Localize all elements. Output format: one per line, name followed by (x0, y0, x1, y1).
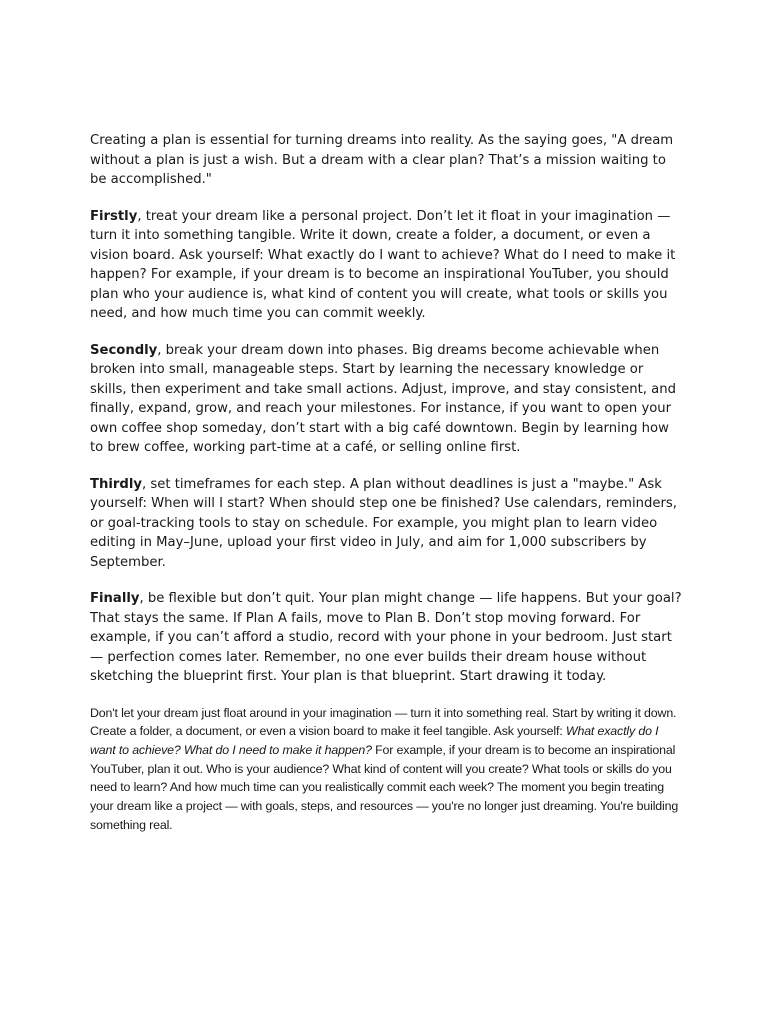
document-body (90, 131, 682, 834)
paragraph-thirdly (90, 475, 682, 573)
paragraph-secondly (90, 341, 682, 458)
paragraph-lead: Firstly (90, 208, 138, 224)
paragraph-text: , be flexible but don’t quit. Your plan might change — life happens. But your goal? That stays the same. If Plan A fails, move to Plan B. Don’t stop moving forward. For example, if you can’t afford a studio, record with your phone in your bedroom. Just start — perfection comes later. Remember, no one ever builds their dream house without sketching the blueprint first. Your plan is that blueprint. Start drawing it today. (90, 591, 682, 684)
paragraph-text: , treat your dream like a personal project. Don’t let it float in your imagination — turn it into something tangible. Write it down, create a folder, a document, or even a vision board. Ask yourself: What exactly do I want to achieve? What do I need to make it happen? For example, if your dream is to become an inspirational YouTuber, you should plan who your audience is, what kind of content you will create, what tools or skills you need, and how much time you can commit weekly. (90, 208, 676, 321)
paragraph-text: , set timeframes for each step. A plan without deadlines is just a "maybe." Ask yourself: When will I start? When should step one be finished? Use calendars, reminders, or goal-tracking tools to stay on schedule. For example, you might plan to learn video editing in May–June, upload your first video in July, and aim for 1,000 subscribers by September. (90, 476, 677, 570)
closing-text-after: For example, if your dream is to become an inspirational YouTuber, plan it out. Who is your audience? What kind of content will you create? What tools or skills do you need to learn? And how much time can you realistically commit each week? The moment you begin treating your dream like a project — with goals, steps, and resources — you're no longer just dreaming. You're building something real. (90, 742, 679, 832)
paragraph-lead: Finally (90, 591, 140, 606)
paragraph-text: , break your dream down into phases. Big dreams become achievable when broken into small, manageable steps. Start by learning the necessary knowledge or skills, then experiment and take small actions. Adjust, improve, and stay consistent, and finally, expand, grow, and reach your milestones. For instance, if you want to open your own coffee shop someday, don’t start with a big café downtown. Begin by learning how to brew coffee, working part-time at a café, or selling online first. (90, 342, 676, 455)
closing-italic-questions: What exactly do I want to achieve? What do I need to make it happen? (90, 724, 659, 757)
paragraph-finally (90, 589, 682, 687)
intro-paragraph: Creating a plan is essential for turning dreams into reality. As the saying goes, "A dream without a plan is just a wish. But a dream with a clear plan? That’s a mission waiting to be accomplished." (90, 133, 674, 187)
closing-text-before: Don't let your dream just float around in your imagination — turn it into something real. Start by writing it down. Create a folder, a document, or even a vision board to make it feel tangible. Ask yourself: (90, 705, 677, 739)
paragraph-firstly (90, 207, 682, 324)
paragraph-lead: Thirdly (90, 476, 142, 492)
paragraph-lead: Secondly (90, 342, 158, 358)
closing-paragraph (90, 704, 682, 835)
